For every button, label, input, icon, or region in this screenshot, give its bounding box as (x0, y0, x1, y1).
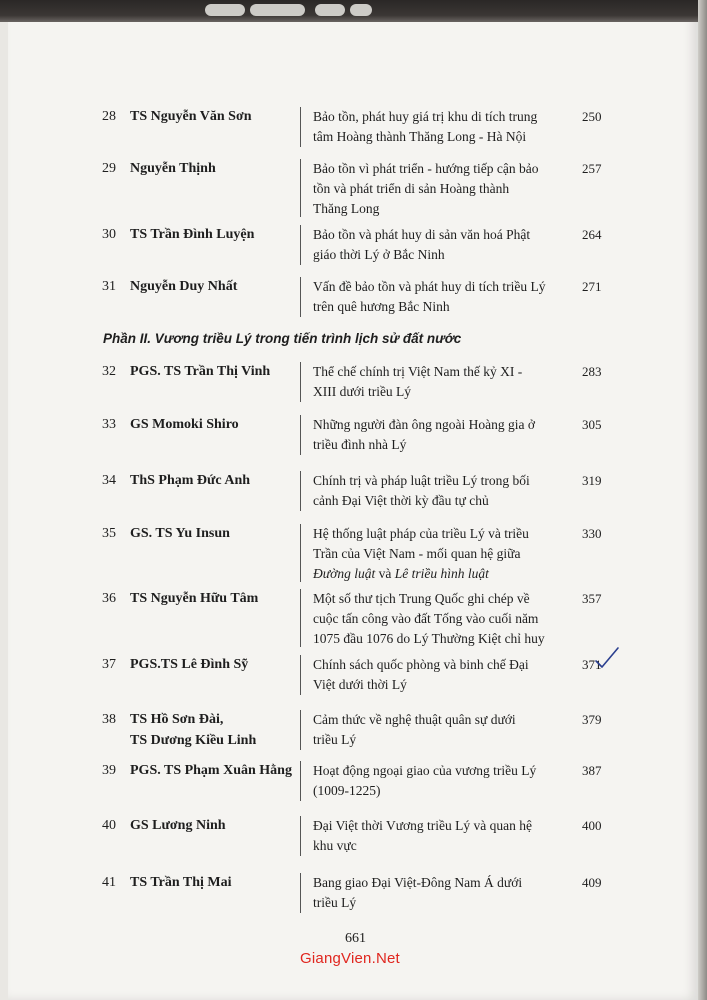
entry-number: 28 (102, 109, 116, 124)
handwritten-check-icon (594, 645, 620, 671)
section-heading: Phần II. Vương triều Lý trong tiến trình lịch sử đất nước (103, 331, 462, 346)
entry-page-number: 371 (582, 657, 602, 672)
entry-number: 33 (102, 417, 116, 432)
entry-number: 39 (102, 763, 116, 778)
entry-number: 34 (102, 473, 116, 488)
entry-number: 36 (102, 591, 116, 606)
entry-number: 31 (102, 279, 116, 294)
entry-author: Nguyễn Duy Nhất (130, 279, 238, 294)
entry-page-number: 319 (582, 473, 602, 488)
entry-title: Cảm thức về nghệ thuật quân sự dưới triều Lý (313, 712, 516, 747)
italic-title-part: Đường luật (313, 566, 376, 581)
entry-author: Nguyễn Thịnh (130, 161, 216, 176)
entry-title: Hệ thống luật pháp của triều Lý và triều Trần của Việt Nam - mối quan hệ giữa Đường luật và Lê triều hình luật (313, 526, 529, 581)
entry-page-number: 330 (582, 526, 602, 541)
entry-author: TS Hồ Sơn Đài, TS Dương Kiều Linh (130, 712, 257, 748)
entry-number: 38 (102, 712, 116, 727)
entry-title: Bang giao Đại Việt-Đông Nam Á dưới triều Lý (313, 875, 523, 910)
entry-author: PGS. TS Phạm Xuân Hằng (130, 763, 292, 778)
italic-title-part: Lê triều hình luật (394, 566, 489, 581)
entry-number: 37 (102, 657, 116, 672)
entry-page-number: 400 (582, 818, 602, 833)
entry-number: 40 (102, 818, 116, 833)
page-number: 661 (345, 931, 366, 946)
entry-title: Chính trị và pháp luật triều Lý trong bối cảnh Đại Việt thời kỳ đầu tự chủ (313, 473, 530, 508)
entry-author: PGS.TS Lê Đình Sỹ (130, 657, 249, 672)
entry-page-number: 305 (582, 417, 602, 432)
entry-author: TS Nguyễn Văn Sơn (130, 109, 252, 124)
entry-title: Hoạt động ngoại giao của vương triều Lý (1009-1225) (313, 763, 537, 798)
watermark: GiangVien.Net (300, 950, 400, 967)
entry-page-number: 387 (582, 763, 602, 778)
entry-title: Vấn đề bảo tồn và phát huy di tích triều Lý trên quê hương Bắc Ninh (313, 279, 546, 314)
entry-title: Chính sách quốc phòng và binh chế Đại Việt dưới thời Lý (313, 657, 529, 692)
entry-title: Những người đàn ông ngoài Hoàng gia ở triều đình nhà Lý (313, 417, 536, 452)
entry-page-number: 409 (582, 875, 602, 890)
entry-page-number: 379 (582, 712, 602, 727)
entry-author: TS Nguyễn Hữu Tâm (130, 591, 259, 606)
entry-page-number: 257 (582, 161, 602, 176)
page-right-edge (698, 0, 707, 1000)
entry-author: PGS. TS Trần Thị Vinh (130, 364, 271, 379)
entry-title: Đại Việt thời Vương triều Lý và quan hệ khu vực (313, 818, 532, 853)
entry-title: Một số thư tịch Trung Quốc ghi chép về cuộc tấn công vào đất Tống vào cuối năm 1075 đầu 1076 do Lý Thường Kiệt chỉ huy (313, 591, 545, 646)
entry-page-number: 357 (582, 591, 602, 606)
entry-author: GS Momoki Shiro (130, 417, 239, 432)
entry-author: GS Lương Ninh (130, 818, 226, 833)
entry-author: TS Trần Thị Mai (130, 875, 232, 890)
entry-number: 30 (102, 227, 116, 242)
entry-title: Bảo tồn vì phát triển - hướng tiếp cận bảo tồn và phát triển di sản Hoàng thành Thăng Long (313, 161, 539, 216)
entry-number: 41 (102, 875, 116, 890)
entry-author: ThS Phạm Đức Anh (130, 473, 251, 488)
entry-page-number: 264 (582, 227, 602, 242)
entry-number: 35 (102, 526, 116, 541)
entry-number: 29 (102, 161, 116, 176)
entry-page-number: 283 (582, 364, 602, 379)
entry-title: Bảo tồn, phát huy giá trị khu di tích trung tâm Hoàng thành Thăng Long - Hà Nội (313, 109, 538, 144)
entry-author: TS Trần Đình Luyện (130, 227, 255, 242)
entry-author: GS. TS Yu Insun (130, 526, 230, 541)
entry-number: 32 (102, 364, 116, 379)
page-top-edge (0, 0, 707, 22)
entry-title: Thể chế chính trị Việt Nam thế kỷ XI - XIII dưới triều Lý (313, 364, 523, 399)
entry-title: Bảo tồn và phát huy di sản văn hoá Phật giáo thời Lý ở Bắc Ninh (313, 227, 531, 262)
entry-page-number: 250 (582, 109, 602, 124)
entry-page-number: 271 (582, 279, 602, 294)
